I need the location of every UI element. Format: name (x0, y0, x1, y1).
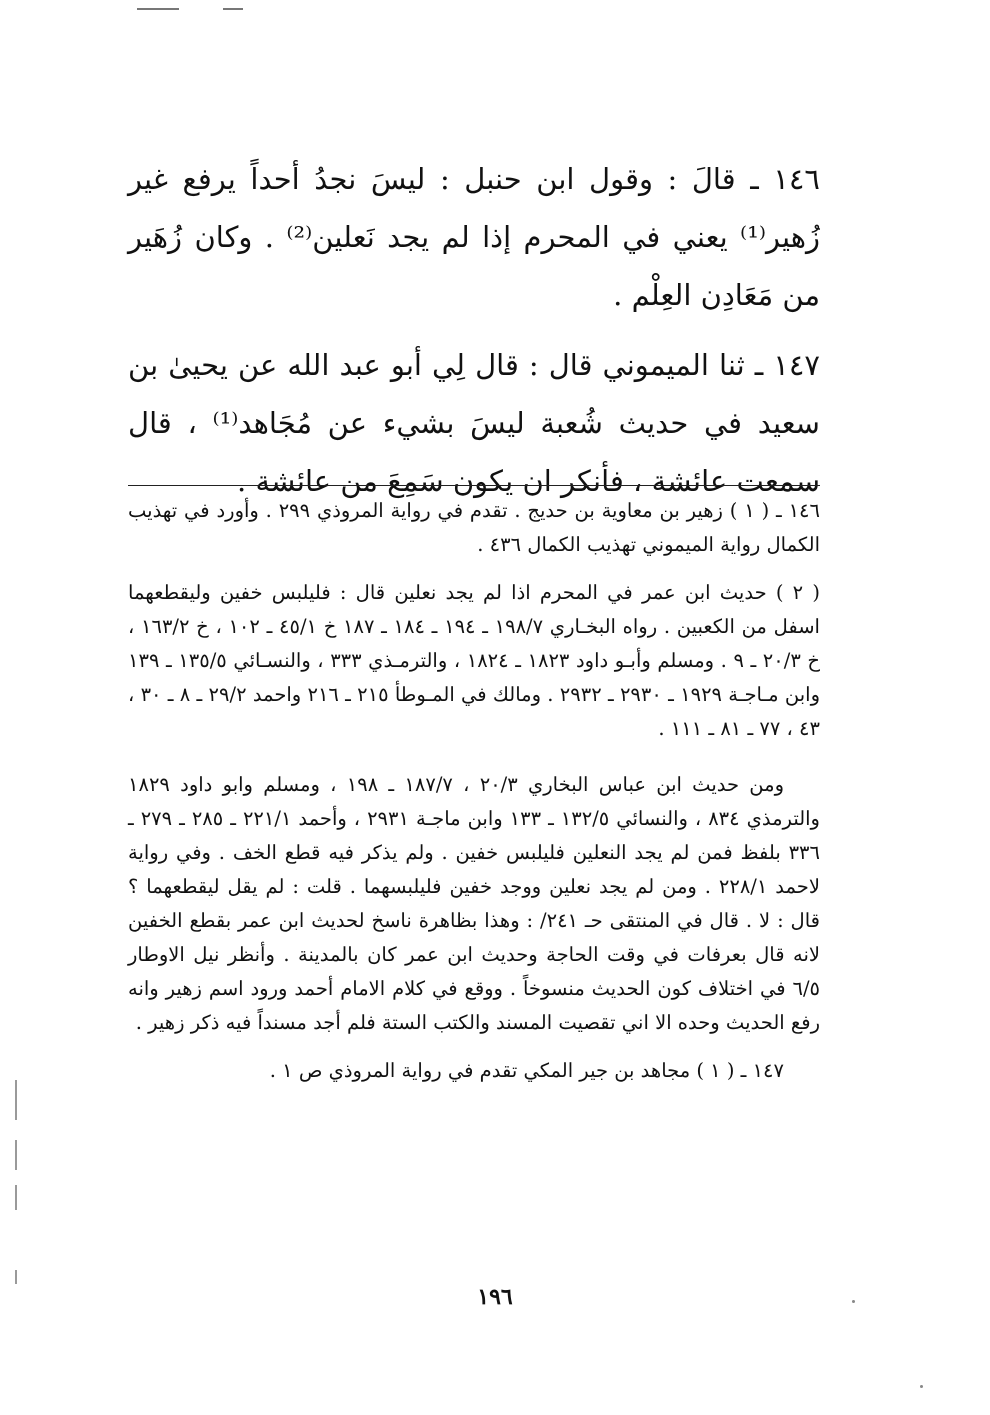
scan-mark (223, 8, 243, 10)
footnote-146-1: ١٤٦ ـ ( ١ ) زهير بن معاوية بن حديج . تقدم في رواية المروذي ٢٩٩ . وأورد في تهذيب الكمال رواية الميموني تهذيب الكمال ٤٣٦ . (128, 499, 820, 556)
scan-edge-mark (15, 1270, 17, 1284)
paragraph-147: ١٤٧ ـ ثنا الميموني قال : قال لِي أبو عبد الله عن يحيىٰ بن سعيد في حديث شُعبة ليسَ بشيء عن مُجَاهد⁽¹⁾ ، قال سمعت عائشة ، فأنكر ان يكون سَمِعَ من عائشة . (128, 348, 820, 498)
paragraph-146: ١٤٦ ـ قالَ : وقول ابن حنبل : ليسَ نجدُ أحداً يرفع غير زُهير⁽¹⁾ يعني في المحرم إذا لم يجد نَعلين⁽²⁾ . وكان زُهَير من مَعَادِن العِلْم . (128, 162, 820, 312)
scan-speck (852, 1300, 855, 1303)
footnote-divider (128, 485, 820, 486)
scan-mark (137, 8, 179, 10)
scan-edge-mark (15, 1185, 17, 1210)
page-number: ١٩٦ (477, 1284, 513, 1310)
footnote-146-2: ( ٢ ) حديث ابن عمر في المحرم اذا لم يجد نعلين قال : فليلبس خفين وليقطعهما اسفل من الكعبين . رواه البخـاري ١٩٨/٧ ـ ١٩٤ ـ ١٨٤ ـ ١٨٧ خ ٤٥/١ ـ ١٠٢ ، خ ١٦٣/٢ ، خ ٢٠/٣ ـ ٩ . ومسلم وأبـو داود ١٨٢٣ ـ ١٨٢٤ ، والترمـذي ٣٣٣ ، والنسـائي ١٣٥/٥ ـ ١٣٩ وابن مـاجـة ١٩٢٩ ـ ٢٩٣٠ ـ ٢٩٣٢ . ومالك في المـوطأ ٢١٥ ـ ٢١٦ واحمد ٢٩/٢ ـ ٨ ـ ٣٠ ، ٤٣ ، ٧٧ ـ ٨١ ـ ١١١ . (128, 581, 820, 740)
main-text-block (128, 150, 820, 510)
footnote-147-1: ١٤٧ ـ ( ١ ) مجاهد بن جير المكي تقدم في رواية المروذي ص ١ . (269, 1059, 784, 1082)
footnote-146-2-continued: ومن حديث ابن عباس البخاري ٢٠/٣ ، ١٨٧/٧ ـ ١٩٨ ، ومسلم وابو داود ١٨٢٩ والترمذي ٨٣٤ ، والنسائي ١٣٢/٥ ـ ١٣٣ وابن ماجـة ٢٩٣١ ، وأحمد ٢٢١/١ ـ ٢٨٥ ـ ٢٧٩ ـ ٣٣٦ بلفظ فمن لم يجد النعلين فليلبس خفين . ولم يذكر فيه قطع الخف . وفي رواية لاحمد ٢٢٨/١ . ومن لم يجد نعلين ووجد خفين فليلبسهما . قلت : لم يقل ليقطعهما ؟ قال : لا . قال في المنتقى حـ ٢٤١/ : وهذا بظاهرة ناسخ لحديث ابن عمر بقطع الخفين لانه قال بعرفات في وقت الحاجة وحديث ابن عمر كان بالمدينة . وأنظر نيل الاوطار ٦/٥ في اختلاف كون الحديث منسوخاً . ووقع في كلام الامام أحمد ورود اسم زهير وانه رفع الحديث وحده الا اني تقصيت المسند والكتب الستة فلم أجد مسنداً فيه ذكر زهير . (128, 773, 820, 1034)
scan-edge-mark (15, 1140, 17, 1170)
scan-edge-mark (15, 1080, 17, 1120)
scan-speck (920, 1385, 923, 1388)
footnotes-block (128, 494, 820, 1088)
